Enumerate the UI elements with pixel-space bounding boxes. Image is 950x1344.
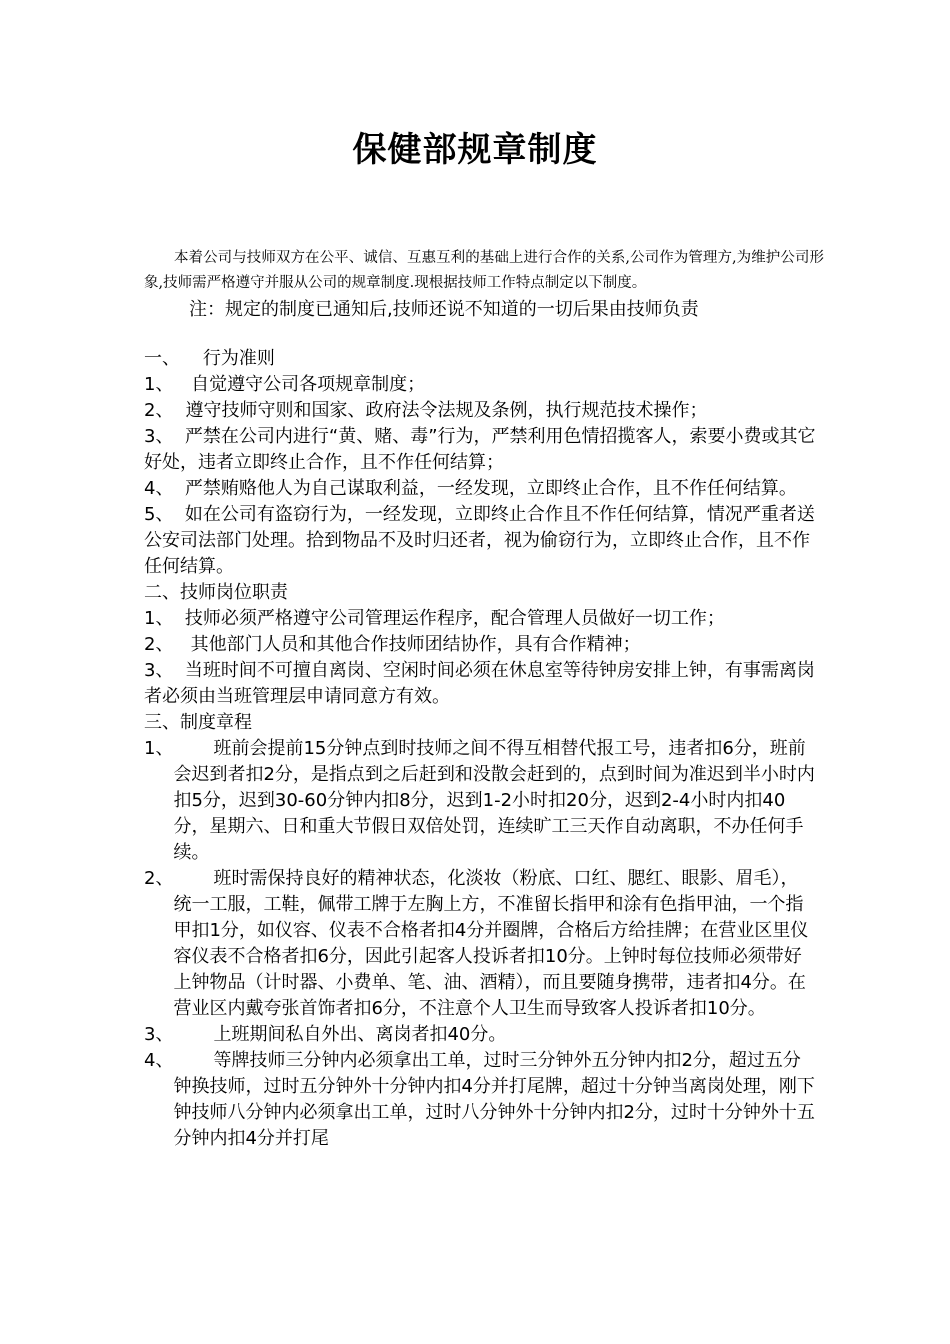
item-number: 5、: [144, 504, 174, 525]
list-item: [144, 658, 816, 710]
intro-paragraph: 本着公司与技师双方在公平、诚信、互惠互利的基础上进行合作的关系,公司作为管理方,为维护公司形象,技师需严格遵守并服从公司的规章制度.现根据技师工作特点制定以下制度。: [144, 250, 824, 291]
list-item: [144, 1022, 816, 1048]
item-number: 3、: [144, 660, 174, 681]
note-paragraph: 注：规定的制度已通知后,技师还说不知道的一切后果由技师负责: [189, 299, 699, 320]
item-text: 班时需保持良好的精神状态，化淡妆（粉底、口红、腮红、眼影、眉毛），统一工服，工鞋，佩带工牌于左胸上方，不准留长指甲和涂有色指甲油，一个指甲扣1分，如仪容、仪表不合格者扣4分并圈牌，合格后方给挂牌；在营业区里仪容仪表不合格者扣6分，因此引起客人投诉者扣10分。上钟时每位技师必须带好上钟物品（计时器、小费单、笔、油、酒精），而且要随身携带，违者扣4分。在营业区内戴夸张首饰者扣6分，不注意个人卫生而导致客人投诉者扣10分。: [173, 868, 809, 1019]
list-item: [144, 398, 816, 424]
item-text: 当班时间不可擅自离岗、空闲时间必须在休息室等待钟房安排上钟，有事需离岗者必须由当班管理层申请同意方有效。: [144, 660, 815, 707]
item-number: 2、: [144, 400, 174, 421]
item-text: 班前会提前15分钟点到时技师之间不得互相替代报工号，违者扣6分，班前会迟到者扣2分，是指点到之后赶到和没散会赶到的，点到时间为准迟到半小时内扣5分，迟到30-60分钟内扣8分，迟到1-2小时扣20分，迟到2-4小时内扣40分，星期六、日和重大节假日双倍处罚，连续旷工三天作自动离职，不办任何手续。: [173, 738, 815, 863]
list-item: [144, 424, 816, 476]
item-text: 遵守技师守则和国家、政府法令法规及条例，执行规范技术操作；: [174, 400, 708, 421]
list-item: [144, 502, 816, 580]
list-item: [144, 736, 816, 866]
regulations-body: [144, 346, 816, 1152]
item-text: 如在公司有盗窃行为，一经发现，立即终止合作且不作任何结算，情况严重者送公安司法部门处理。拾到物品不及时归还者，视为偷窃行为，立即终止合作，且不作任何结算。: [144, 504, 815, 577]
section-heading: 三、制度章程: [144, 712, 252, 733]
item-text: 严禁在公司内进行“黄、赌、毒”行为，严禁利用色情招揽客人，索要小费或其它好处，违者立即终止合作，且不作任何结算；: [144, 426, 816, 473]
list-item: [144, 866, 816, 1022]
list-item: [144, 632, 816, 658]
item-text: 上班期间私自外出、离岗者扣40分。: [213, 1024, 507, 1045]
item-number: 1、: [144, 374, 174, 395]
item-text: 自觉遵守公司各项规章制度；: [174, 374, 426, 395]
section-heading: 二、技师岗位职责: [144, 582, 288, 603]
list-item: [144, 1048, 816, 1152]
item-number: 2、: [144, 868, 174, 889]
item-number: 3、: [144, 1024, 174, 1045]
item-text: 严禁贿赂他人为自己谋取利益，一经发现，立即终止合作，且不作任何结算。: [173, 478, 797, 499]
document-title: 保健部规章制度: [352, 130, 598, 170]
list-item: [144, 372, 816, 398]
item-number: 3、: [144, 426, 174, 447]
item-number: 4、: [144, 1050, 174, 1071]
item-number: 2、: [144, 634, 174, 655]
list-item: [144, 606, 816, 632]
list-item: [144, 476, 816, 502]
section-heading: 一、 行为准则: [144, 348, 275, 369]
item-number: 1、: [144, 608, 174, 629]
item-text: 等牌技师三分钟内必须拿出工单，过时三分钟外五分钟内扣2分，超过五分钟换技师，过时五分钟外十分钟内扣4分并打尾牌，超过十分钟当离岗处理，刚下钟技师八分钟内必须拿出工单，过时八分钟外十分钟内扣2分，过时十分钟外十五分钟内扣4分并打尾: [173, 1050, 815, 1149]
item-number: 4、: [144, 478, 174, 499]
item-number: 1、: [144, 738, 174, 759]
item-text: 其他部门人员和其他合作技师团结协作，具有合作精神；: [173, 634, 641, 655]
item-text: 技师必须严格遵守公司管理运作程序，配合管理人员做好一切工作；: [173, 608, 725, 629]
